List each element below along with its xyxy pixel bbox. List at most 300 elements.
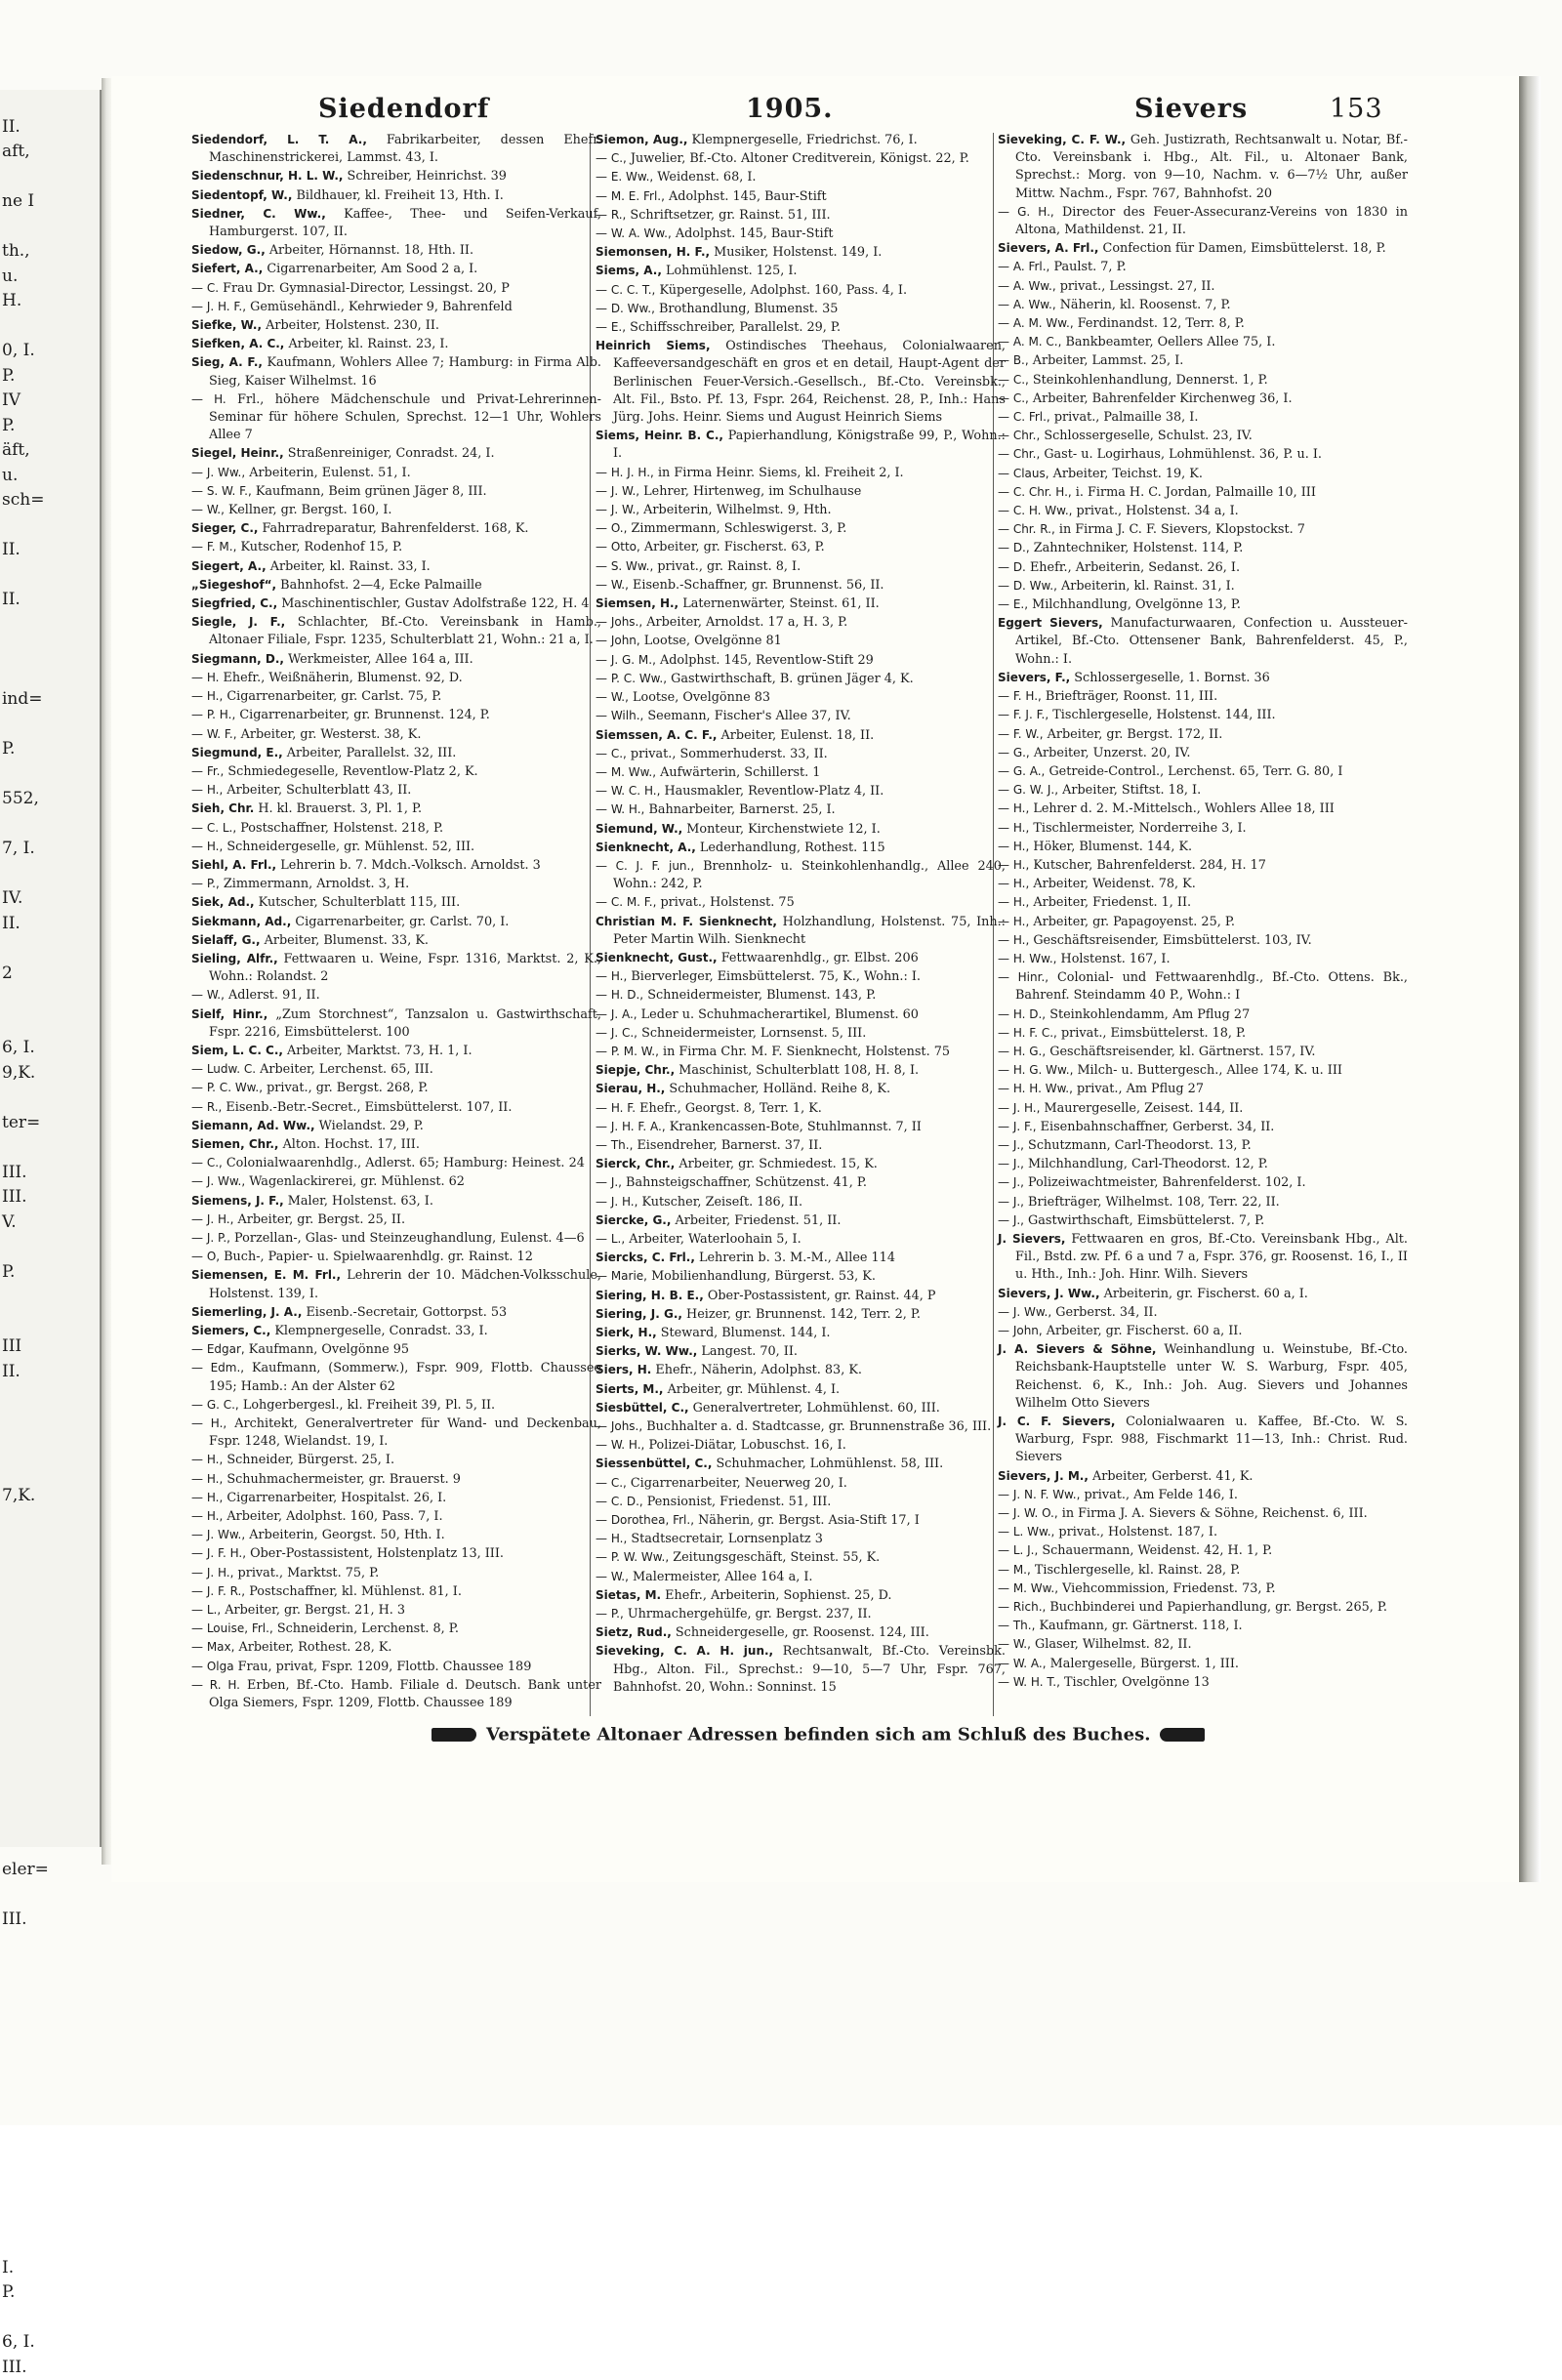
entry-details: Eisendreher, Barnerst. 37, II. [633, 1138, 822, 1153]
pointing-hand-icon [1160, 1728, 1205, 1742]
entry-name: — Chr. R., [998, 522, 1055, 536]
entry-name: — H. H. Ww., [998, 1082, 1073, 1095]
facing-page-fragment [0, 1434, 100, 1459]
facing-page-fragment: u. [0, 265, 100, 290]
entry-details: privat., Am Pflug 27 [1073, 1082, 1204, 1096]
entry-details: Kaufmann, Wohlers Allee 7; Hamburg: in Firma Alb. Sieg, Kaiser Wilhelmst. 16 [209, 355, 601, 388]
entry-details: privat., Am Felde 146, I. [1080, 1488, 1237, 1502]
entry-name: Siefert, A., [191, 262, 263, 275]
directory-entry [998, 744, 1408, 762]
entry-name: Siemon, Aug., [596, 133, 687, 146]
entry-name: Sielf, Hinr., [191, 1007, 267, 1021]
directory-entry [998, 1486, 1408, 1504]
entry-name: Siekmann, Ad., [191, 915, 291, 928]
entry-details: Colonialwaarenhdlg., Adlerst. 65; Hamburg: Heinest. 24 [223, 1156, 585, 1170]
entry-details: Leder u. Schuhmacherartikel, Blumenst. 60 [637, 1007, 919, 1022]
entry-details: Arbeiter, Weidenst. 78, K. [1029, 877, 1196, 891]
entry-name: — E. Ww., [596, 170, 653, 184]
entry-name: — P., [191, 877, 220, 890]
entry-details: Rechtsanwalt, Bf.-Cto. Vereinsbk. Hbg., Alton. Fil., Sprechst.: 9—10, 5—7 Uhr, Fspr. 767, Bahnhofst. 20, Wohn.: Sonninst. 15 [613, 1644, 1006, 1694]
entry-details: Schneidermeister, Blumenst. 143, P. [643, 988, 876, 1003]
entry-details: Zimmermann, Schleswigerst. 3, P. [627, 521, 846, 536]
directory-entry [998, 1303, 1408, 1322]
entry-name: — Louise, Frl., [191, 1621, 273, 1635]
facing-page-fragment [0, 1659, 100, 1684]
page-edge-shadow [1519, 76, 1541, 1882]
facing-page-fragment: III. [0, 1908, 100, 1933]
entry-name: — F. J. F., [998, 708, 1048, 721]
directory-entry [998, 1080, 1408, 1098]
entry-name: — C. [191, 281, 219, 295]
directory-entry [998, 1655, 1408, 1673]
entry-name: — J. N. F. Ww., [998, 1488, 1080, 1501]
directory-entry [191, 856, 601, 875]
directory-entry [998, 390, 1408, 408]
directory-entry [191, 595, 601, 613]
directory-entry [191, 557, 601, 576]
entry-name: Sievers, F., [998, 671, 1070, 684]
directory-entry [596, 1642, 1006, 1697]
entry-name: Siegmann, D., [191, 652, 284, 666]
entry-details: Erben, Bf.-Cto. Hamb. Filiale d. Deutsch. Bank unter Olga Siemers, Fspr. 1209, Flottb. Chaussee 189 [209, 1678, 601, 1710]
facing-page-fragment: IV [0, 389, 100, 414]
entry-name: — Edm., [191, 1361, 244, 1375]
facing-page-fragment [0, 1808, 100, 1833]
entry-details: Cigarrenarbeiter, Neuerweg 20, I. [627, 1476, 847, 1491]
entry-name: — John, [596, 634, 640, 647]
entry-details: Langest. 70, II. [697, 1344, 798, 1359]
directory-entry [596, 538, 1006, 556]
entry-details: Arbeiter, Adolphst. 160, Pass. 7, I. [223, 1509, 442, 1524]
directory-entry [191, 1154, 601, 1172]
directory-entry [596, 1099, 1006, 1118]
entry-name: — W. A. Ww., [596, 226, 672, 240]
entry-details: Arbeiter, Holstenst. 230, II. [262, 318, 439, 333]
entry-details: Hausmakler, Reventlow-Platz 4, II. [660, 784, 884, 799]
entry-details: Paulst. 7, P. [1049, 260, 1126, 274]
entry-name: — H., [998, 933, 1029, 947]
directory-entry [596, 986, 1006, 1005]
running-head-last-entry: Sievers [1134, 94, 1248, 124]
entry-details: Kaufmann, gr. Gärtnerst. 118, I. [1035, 1619, 1242, 1633]
entry-details: Arbeiter, kl. Rainst. 23, I. [284, 337, 448, 351]
entry-details: Gastwirthschaft, Eimsbüttelerst. 7, P. [1024, 1213, 1264, 1228]
entry-details: Bierverleger, Eimsbüttelerst. 75, K., Wohn.: I. [627, 969, 921, 984]
directory-entry [998, 296, 1408, 314]
facing-page-fragment [0, 1086, 100, 1111]
directory-entry [191, 1340, 601, 1359]
entry-name: — P. C. Ww., [191, 1081, 263, 1094]
directory-entry [998, 371, 1408, 390]
directory-entry [191, 1638, 601, 1657]
facing-page-fragment: 9,K. [0, 1061, 100, 1087]
entry-name: Siemann, Ad. Ww., [191, 1119, 315, 1132]
directory-entry [596, 206, 1006, 225]
entry-details: Schneidermeister, Lornsenst. 5, III. [637, 1026, 866, 1041]
facing-page-fragment: P. [0, 364, 100, 390]
directory-entry [998, 913, 1408, 931]
entry-name: — P., [596, 1607, 624, 1621]
entry-name: — H., [191, 689, 223, 703]
entry-name: — Fr., [191, 764, 224, 778]
entry-name: Siemund, W., [596, 822, 682, 836]
entry-name: Siemers, C., [191, 1324, 270, 1337]
entry-details: Postschaffner, Holstenst. 218, P. [236, 821, 443, 836]
directory-entry [998, 427, 1408, 445]
entry-name: — J. Ww., [191, 1174, 245, 1188]
entry-details: Eisenb.-Secretair, Gottorpst. 53 [302, 1305, 507, 1320]
directory-entry [596, 149, 1006, 168]
entry-name: — R. H. [191, 1678, 240, 1692]
entry-details: Arbeiter, Friedenst. 51, II. [671, 1213, 841, 1228]
entry-name: „Siegeshof“, [191, 578, 276, 592]
directory-entry [998, 351, 1408, 370]
entry-name: — Ludw. C. [191, 1062, 256, 1076]
entry-details: H. kl. Brauerst. 3, Pl. 1, P. [254, 801, 422, 816]
facing-page-fragment [0, 1932, 100, 1957]
entry-details: Adlerst. 91, II. [225, 988, 320, 1003]
facing-page-fragment [0, 663, 100, 688]
directory-entry [191, 762, 601, 781]
facing-page-fragment: äft, [0, 438, 100, 464]
facing-page-fragment: III. [0, 1161, 100, 1186]
entry-name: Heinrich Siems, [596, 339, 711, 352]
facing-page-fragment [0, 563, 100, 589]
directory-entry [191, 1266, 601, 1302]
entry-name: — H., [998, 801, 1029, 815]
directory-entry [596, 1211, 1006, 1230]
facing-page-fragment: III. [0, 1185, 100, 1211]
facing-page-fragment [0, 1957, 100, 1983]
entry-details: Schuhmachermeister, gr. Brauerst. 9 [223, 1472, 461, 1487]
facing-page-fragment [0, 1509, 100, 1535]
directory-entry [596, 820, 1006, 839]
facing-page-fragment: ind= [0, 687, 100, 713]
directory-entry [998, 577, 1408, 595]
directory-entry [998, 1673, 1408, 1692]
entry-name: — D., [998, 541, 1030, 554]
entry-name: Siercks, C. Frl., [596, 1251, 695, 1264]
entry-details: Ober-Postassistent, gr. Rainst. 44, P [704, 1289, 936, 1303]
entry-details: Schuhmacher, Holländ. Reihe 8, K. [665, 1082, 890, 1096]
facing-page-fragment [0, 2156, 100, 2182]
directory-entry [596, 1380, 1006, 1399]
directory-entry [998, 1523, 1408, 1541]
entry-details: Tischler, Ovelgönne 13 [1060, 1675, 1210, 1690]
directory-entry [596, 464, 1006, 482]
entry-details: in Firma Chr. M. F. Sienknecht, Holstenst. 75 [659, 1045, 950, 1059]
directory-entry [596, 1530, 1006, 1548]
facing-page-fragment: II. [0, 1360, 100, 1385]
entry-details: Buchhalter a. d. Stadtcasse, gr. Brunnenstraße 36, III. [642, 1419, 991, 1434]
directory-entry [596, 337, 1006, 427]
entry-details: Geschäftsreisender, Eimsbüttelerst. 103, IV. [1029, 933, 1311, 948]
directory-column-2 [596, 131, 1006, 1714]
directory-entry [191, 335, 601, 353]
entry-details: Schreiber, Heinrichst. 39 [343, 169, 506, 184]
entry-details: Frau Dr. Gymnasial-Director, Lessingst. 20, P [219, 281, 510, 296]
entry-details: Colonialwaaren u. Kaffee, Bf.-Cto. W. S. Warburg, Fspr. 988, Fischmarkt 11—13, Inh.: Christ. Rud. Sievers [1015, 1415, 1408, 1464]
entry-name: — A. Frl., [998, 260, 1049, 273]
entry-name: Sievers, J. M., [998, 1469, 1089, 1483]
entry-name: Siem, L. C. C., [191, 1044, 283, 1057]
facing-page-fragment [0, 1708, 100, 1734]
entry-name: Sietz, Rud., [596, 1625, 672, 1639]
entry-name: Sieveking, C. A. H. jun., [596, 1644, 773, 1658]
entry-details: Ober-Postassistent, Holstenplatz 13, III. [246, 1546, 504, 1561]
entry-details: Adolphst. 145, Reventlow-Stift 29 [656, 653, 874, 668]
entry-details: Eisenbahnschaffner, Gerberst. 34, II. [1037, 1120, 1275, 1134]
entry-details: Arbeiter, Marktst. 73, H. 1, I. [283, 1044, 473, 1058]
directory-entry [998, 131, 1408, 203]
directory-entry [191, 1098, 601, 1117]
directory-entry [596, 1043, 1006, 1061]
directory-entry [191, 298, 601, 316]
entry-details: Lehrer, Hirtenweg, im Schulhause [639, 484, 861, 499]
entry-name: J. C. F. Sievers, [998, 1415, 1115, 1428]
entry-details: privat., Palmaille 38, I. [1050, 410, 1199, 425]
facing-page-fragment [0, 2057, 100, 2082]
entry-name: — C. H. Ww., [998, 504, 1072, 517]
facing-page-fragment [0, 1534, 100, 1559]
facing-page-fragment [0, 314, 100, 340]
facing-page-fragment: IV. [0, 886, 100, 912]
entry-details: Aufwärterin, Schillerst. 1 [656, 765, 820, 780]
book-gutter [102, 78, 111, 1865]
entry-name: Siemonsen, H. F., [596, 245, 710, 259]
directory-entry [191, 519, 601, 538]
facing-page-fragment [0, 986, 100, 1011]
entry-details: Schneider, Bürgerst. 25, I. [223, 1453, 394, 1467]
directory-entry [596, 1155, 1006, 1173]
entry-details: Arbeiter, gr. Westerst. 38, K. [237, 727, 422, 742]
entry-name: — Edgar, [191, 1342, 245, 1356]
entry-details: Tischlermeister, Norderreihe 3, I. [1029, 821, 1246, 836]
entry-details: Confection für Damen, Eimsbüttelerst. 18, P. [1098, 241, 1385, 256]
entry-name: — Marie, [596, 1269, 647, 1283]
directory-entry [998, 539, 1408, 557]
entry-details: Buchbinderei und Papierhandlung, gr. Bergst. 265, P. [1046, 1600, 1387, 1615]
directory-entry [596, 1511, 1006, 1530]
facing-page-fragment [0, 1683, 100, 1708]
entry-details: Schauermann, Weidenst. 42, H. 1, P. [1038, 1543, 1272, 1558]
directory-entry [998, 950, 1408, 968]
directory-entry [998, 203, 1408, 239]
facing-page-fragment [0, 812, 100, 838]
directory-entry [191, 1005, 601, 1042]
entry-name: — Johs., [596, 615, 642, 629]
directory-entry [596, 1287, 1006, 1305]
directory-entry [998, 465, 1408, 483]
entry-details: Arbeiter, gr. Bergst. 21, H. 3 [221, 1603, 405, 1618]
entry-name: — J. F., [998, 1120, 1037, 1133]
directory-entry [596, 1399, 1006, 1417]
entry-name: Siefke, W., [191, 318, 262, 332]
entry-details: Arbeiter, Rothest. 28, K. [234, 1640, 391, 1655]
directory-entry [998, 1005, 1408, 1024]
entry-details: Arbeiterin, Wilhelmst. 9, Hth. [639, 503, 831, 517]
entry-name: — W. H., [596, 1438, 644, 1452]
directory-entry [191, 279, 601, 298]
entry-name: — W., [998, 1637, 1031, 1651]
entry-details: Bankbeamter, Oellers Allee 75, I. [1061, 335, 1275, 349]
entry-details: Brennholz- u. Steinkohlenhandlg., Allee 240, Wohn.: 242, P. [613, 859, 1006, 891]
directory-entry [596, 1305, 1006, 1324]
entry-name: — D. Ww., [998, 579, 1057, 593]
entry-name: — E., [596, 320, 626, 334]
facing-page-fragment [0, 1882, 100, 1908]
entry-name: Sieg, A. F., [191, 355, 263, 369]
directory-entry [596, 1417, 1006, 1436]
entry-name: Siedow, G., [191, 243, 266, 257]
entry-name: — G. H., [998, 205, 1054, 219]
entry-details: Getreide-Control., Lerchenst. 65, Terr. G. 80, I [1045, 764, 1342, 779]
facing-page-fragment [0, 2206, 100, 2232]
entry-name: — J., [998, 1213, 1024, 1227]
entry-name: Siesbüttel, C., [596, 1401, 689, 1415]
entry-details: Cigarrenarbeiter, gr. Carlst. 75, P. [223, 689, 441, 704]
entry-name: — Rich., [998, 1600, 1046, 1614]
entry-name: Siers, H. [596, 1363, 651, 1376]
directory-entry [998, 1541, 1408, 1560]
entry-name: — P. H., [191, 708, 235, 721]
entry-name: — C. Frl., [998, 410, 1050, 424]
directory-entry [596, 726, 1006, 745]
entry-details: Kaufmann, Beim grünen Jäger 8, III. [252, 484, 487, 499]
entry-details: Arbeiterin, Georgst. 50, Hth. I. [245, 1528, 444, 1542]
entry-details: Klempnergeselle, Friedrichst. 76, I. [687, 133, 917, 147]
directory-entry [191, 353, 601, 390]
entry-name: Sierts, M., [596, 1382, 664, 1396]
directory-entry [596, 1361, 1006, 1379]
facing-page-fragment [0, 1410, 100, 1435]
entry-name: — John, [998, 1324, 1043, 1337]
directory-entry [596, 1024, 1006, 1043]
facing-page-fragment [0, 1310, 100, 1335]
entry-details: Schlossergeselle, 1. Bornst. 36 [1070, 671, 1270, 685]
directory-entry [191, 1229, 601, 1248]
facing-page-fragment [0, 1832, 100, 1858]
directory-entry [191, 1526, 601, 1544]
directory-entry [191, 1060, 601, 1079]
entry-name: — H., [191, 1416, 226, 1430]
directory-entry [596, 1173, 1006, 1192]
entry-name: — Dorothea, Frl., [596, 1513, 694, 1527]
directory-entry [596, 1324, 1006, 1342]
entry-details: Gemüsehändl., Kehrwieder 9, Bahrenfeld [246, 300, 513, 314]
directory-entry [596, 557, 1006, 576]
facing-page-fragment: 7,K. [0, 1484, 100, 1509]
directory-entry [191, 687, 601, 706]
directory-entry [596, 745, 1006, 763]
directory-entry [998, 1136, 1408, 1155]
entry-name: — H., [191, 1453, 223, 1466]
entry-name: — W. H., [596, 802, 644, 816]
entry-details: Malergeselle, Bürgerst. 1, III. [1047, 1657, 1239, 1671]
entry-name: — L. Ww., [998, 1525, 1054, 1539]
directory-entry [596, 519, 1006, 538]
entry-name: — R., [596, 208, 626, 222]
facing-page-fragment [0, 1559, 100, 1584]
facing-page-fragment [0, 2306, 100, 2331]
directory-entry [998, 277, 1408, 296]
entry-details: Arbeiter, Stiftst. 18, I. [1058, 783, 1201, 798]
entry-name: — P. C. Ww., [596, 672, 667, 685]
entry-details: Mobilienhandlung, Bürgerst. 53, K. [647, 1269, 876, 1284]
entry-name: — W., [191, 503, 225, 516]
entry-name: — J., [998, 1157, 1024, 1170]
facing-page-fragment: III [0, 1334, 100, 1360]
entry-details: Höker, Blumenst. 144, K. [1029, 840, 1192, 854]
entry-details: Schneidergeselle, gr. Mühlenst. 52, III. [223, 840, 474, 854]
entry-details: privat., gr. Bergst. 268, P. [263, 1081, 429, 1095]
entry-name: — Th., [998, 1619, 1035, 1632]
entry-details: Lootse, Ovelgönne 83 [629, 690, 770, 705]
entry-details: Schmiedegeselle, Reventlow-Platz 2, K. [224, 764, 477, 779]
entry-name: — D. Ww., [596, 302, 655, 315]
entry-details: Kutscher, Bahrenfelderst. 284, H. 17 [1029, 858, 1266, 873]
entry-details: Arbeiter, gr. Papagoyenst. 25, P. [1029, 915, 1235, 929]
entry-name: Siemssen, A. C. F., [596, 728, 717, 742]
directory-entry [998, 875, 1408, 893]
entry-details: Uhrmachergehülfe, gr. Bergst. 237, II. [624, 1607, 872, 1621]
directory-entry [998, 1413, 1408, 1467]
entry-details: privat., Holstenst. 34 a, I. [1072, 504, 1238, 518]
entry-name: — H., [998, 915, 1029, 928]
entry-name: — C., [998, 391, 1029, 405]
entry-details: in Firma J. C. F. Sievers, Klopstockst. 7 [1055, 522, 1305, 537]
directory-entry [191, 1079, 601, 1097]
entry-details: Krankencassen-Bote, Stuhlmannst. 7, II [666, 1120, 922, 1134]
directory-entry [998, 614, 1408, 669]
entry-name: — Chr., [998, 429, 1040, 442]
directory-entry [191, 1676, 601, 1712]
entry-name: — H., [998, 895, 1029, 909]
entry-details: Manufacturwaaren, Confection u. Aussteuer-Artikel, Bf.-Cto. Ottensener Bank, Bahrenfelderst. 45, P., Wohn.: I. [1015, 616, 1408, 666]
entry-name: Siemen, Chr., [191, 1137, 279, 1151]
directory-entry [191, 1507, 601, 1526]
entry-name: — Otto, [596, 540, 640, 554]
entry-details: Briefträger, Wilhelmst. 108, Terr. 22, II. [1024, 1195, 1280, 1210]
entry-name: — C., [596, 151, 627, 165]
directory-entry [596, 1568, 1006, 1586]
entry-details: Bahnhofst. 2—4, Ecke Palmaille [276, 578, 482, 593]
entry-name: Siegmund, E., [191, 746, 283, 759]
entry-details: Arbeiter, gr. Bergst. 172, II. [1044, 727, 1223, 742]
entry-name: — H. [191, 671, 219, 684]
entry-details: Maschinist, Schulterblatt 108, H. 8, I. [675, 1063, 919, 1078]
entry-name: — H., [998, 821, 1029, 835]
entry-details: Bahnsteigschaffner, Schützenst. 41, P. [622, 1175, 867, 1190]
entry-details: in Firma J. A. Sievers & Söhne, Reichenst. 6, III. [1058, 1506, 1368, 1521]
entry-name: — C., [998, 373, 1029, 387]
directory-entry [596, 168, 1006, 186]
entry-details: Gastwirthschaft, B. grünen Jäger 4, K. [667, 672, 914, 686]
entry-details: Frl., höhere Mädchenschule und Privat-Lehrerinnen-Seminar für höhere Schulen, Sprechst. 12—1 Uhr, Wohlers Allee 7 [209, 392, 601, 442]
directory-entry [998, 1561, 1408, 1580]
facing-page-fragment: P. [0, 414, 100, 439]
entry-details: Arbeiter, Schulterblatt 43, II. [223, 783, 411, 798]
directory-entry [596, 632, 1006, 650]
facing-page-fragment: aft, [0, 140, 100, 165]
entry-name: — J. G. M., [596, 653, 656, 667]
entry-name: — J. F. H., [191, 1546, 246, 1560]
entry-details: Lederhandlung, Rothest. 115 [696, 841, 885, 855]
entry-name: — J. W., [596, 503, 639, 516]
footer-notice [422, 1724, 1300, 1759]
entry-details: Küpergeselle, Adolphst. 160, Pass. 4, I. [655, 283, 907, 298]
directory-entry [191, 1470, 601, 1489]
